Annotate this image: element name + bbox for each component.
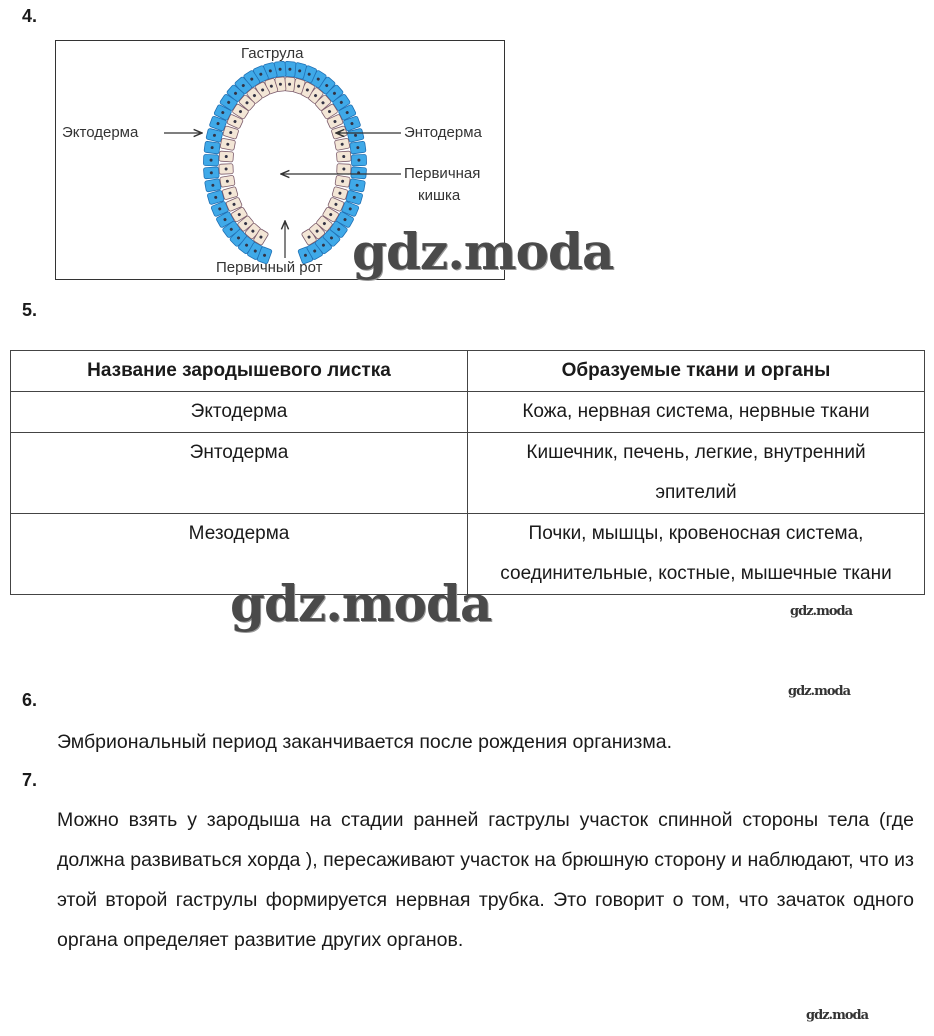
table-row	[11, 514, 925, 595]
cell	[220, 138, 236, 150]
answer-6-text: Эмбриональный период заканчивается после рождения организма.	[57, 731, 673, 753]
endoderm-label: Энтодерма	[404, 124, 482, 141]
watermark: gdz.moda	[790, 604, 853, 619]
header-germ-layer: Название зародышевого листка	[11, 351, 468, 392]
table-row	[11, 433, 925, 514]
watermark: gdz.moda	[230, 574, 492, 633]
cell	[203, 167, 219, 179]
cell	[219, 151, 234, 162]
watermark: gdz.moda	[806, 1008, 869, 1023]
gastrula-illustration	[56, 41, 506, 281]
cell	[350, 141, 366, 154]
cell-organs: Кишечник, печень, легкие, внутренний эпителий	[468, 433, 925, 514]
primary-gut-label-line2: кишка	[418, 187, 461, 204]
task-number-6: 6.	[22, 690, 38, 710]
primary-mouth-label: Первичный рот	[216, 259, 323, 276]
cell	[336, 151, 351, 162]
ectoderm-label: Эктодерма	[62, 124, 139, 141]
table-header-row	[11, 351, 925, 392]
cell-layer: Эктодерма	[11, 392, 468, 433]
cell	[334, 138, 350, 150]
cell	[337, 164, 351, 175]
gastrula-diagram	[55, 40, 505, 280]
cell	[349, 179, 366, 192]
cell	[351, 167, 367, 179]
watermark: gdz.moda	[352, 222, 614, 281]
cell	[335, 175, 350, 187]
watermark: gdz.moda	[788, 684, 851, 699]
cell	[219, 164, 233, 175]
answer-7-text: Можно взять у зародыша на стадии ранней гаструлы участок спинной стороны тела (где должна развиваться хорда ), пересаживают участок на брюшную сторону и наблюдают, что из этой второй гаструлы формируется нервная трубка. Это говорит о том, что зачаток одного органа определяет развитие других органов.	[57, 809, 914, 951]
primary-gut-label-line1: Первичная	[404, 165, 481, 182]
header-tissues-organs: Образуемые ткани и органы	[468, 351, 925, 392]
task-number-4: 4.	[22, 6, 38, 26]
cell	[204, 141, 220, 154]
cell-organs: Почки, мышцы, кровеносная система, соединительные, костные, мышечные ткани	[468, 514, 925, 595]
cell-organs: Кожа, нервная система, нервные ткани	[468, 392, 925, 433]
cell-layer: Мезодерма	[11, 514, 468, 595]
cell-layer: Энтодерма	[11, 433, 468, 514]
cell	[351, 154, 366, 165]
cell	[220, 175, 235, 187]
cell	[203, 154, 218, 165]
cell	[205, 179, 222, 192]
germ-layers-table	[10, 350, 925, 595]
task-number-7: 7.	[22, 770, 38, 790]
task-number-5: 5.	[22, 300, 38, 320]
table-row	[11, 392, 925, 433]
gastrula-title: Гаструла	[241, 45, 304, 62]
